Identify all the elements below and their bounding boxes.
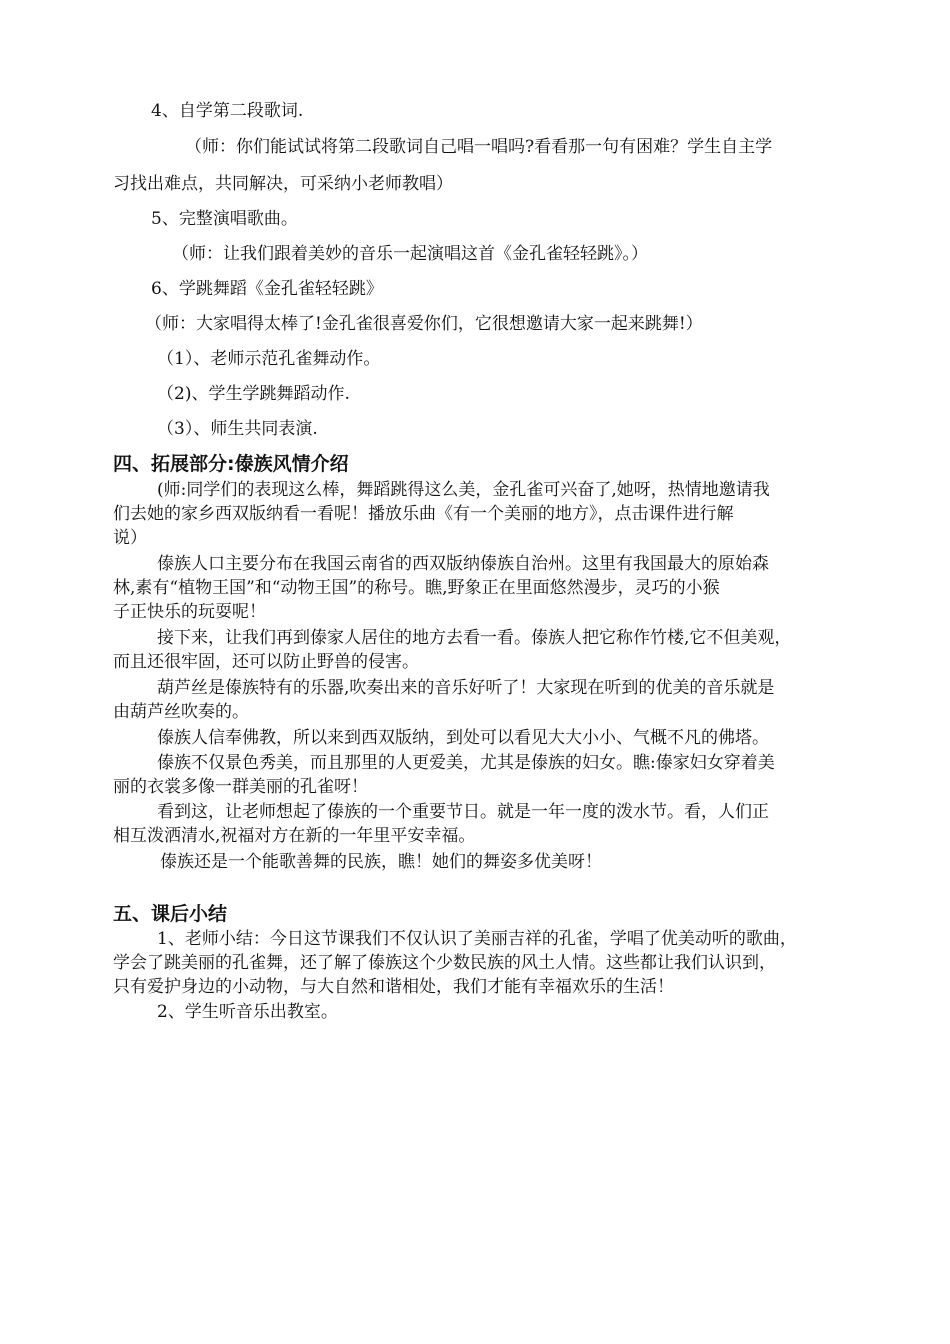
item-4-note-line-2: 习找出难点，共同解决，可采纳小老师教唱） — [113, 174, 453, 194]
s4-p2-line-2: 林,素有“植物王国”和“动物王国”的称号。瞧,野象正在里面悠然漫步，灵巧的小猴 — [113, 578, 720, 598]
section-5-heading: 五、课后小结 — [113, 903, 228, 925]
s5-p1-line-3: 只有爱护身边的小动物，与大自然和谐相处，我们才能有幸福欢乐的生活！ — [113, 977, 674, 997]
s4-p6-line-2: 丽的衣裳多像一群美丽的孔雀呀！ — [113, 777, 368, 797]
s4-p2-line-1: 傣族人口主要分布在我国云南省的西双版纳傣族自治州。这里有我国最大的原始森 — [157, 554, 769, 574]
sub-item-1: （1）、老师示范孔雀舞动作。 — [157, 349, 381, 369]
item-4-note-line-1: （师：你们能试试将第二段歌词自己唱一唱吗?看看那一句有困难？学生自主学 — [185, 137, 773, 157]
s4-p1-line-3: 说） — [113, 528, 147, 548]
s5-p1-line-1: 1、老师小结：今日这节课我们不仅认识了美丽吉祥的孔雀，学唱了优美动听的歌曲， — [157, 929, 797, 949]
s4-p3-line-2: 而且还很牢固，还可以防止野兽的侵害。 — [113, 652, 419, 672]
s4-p4-line-1: 葫芦丝是傣族特有的乐器,吹奏出来的音乐好听了！大家现在听到的优美的音乐就是 — [157, 678, 775, 698]
section-4-heading: 四、拓展部分:傣族风情介绍 — [113, 453, 349, 475]
s4-p7-line-1: 看到这，让老师想起了傣族的一个重要节日。就是一年一度的泼水节。看，人们正 — [157, 802, 769, 822]
item-6-note: （师：大家唱得太棒了!金孔雀很喜爱你们，它很想邀请大家一起来跳舞!） — [145, 314, 703, 334]
item-5-note: （师：让我们跟着美妙的音乐一起演唱这首《金孔雀轻轻跳》。） — [172, 244, 648, 264]
item-5-title: 5、完整演唱歌曲。 — [151, 209, 298, 229]
item-6-title: 6、学跳舞蹈《金孔雀轻轻跳》 — [151, 279, 383, 299]
s4-p6-line-1: 傣族不仅景色秀美，而且那里的人更爱美，尤其是傣族的妇女。瞧:傣家妇女穿着美 — [157, 753, 775, 773]
s4-p4-line-2: 由葫芦丝吹奏的。 — [113, 702, 249, 722]
s4-p2-line-3: 子正快乐的玩耍呢！ — [113, 602, 266, 622]
s4-p3-line-1: 接下来，让我们再到傣家人居住的地方去看一看。傣族人把它称作竹楼,它不但美观， — [157, 628, 792, 648]
s4-p1-line-2: 们去她的家乡西双版纳看一看呢！播放乐曲《有一个美丽的地方》，点击课件进行解 — [113, 504, 734, 524]
sub-item-3: （3）、师生共同表演. — [157, 419, 318, 439]
s5-p2-line-1: 2、学生听音乐出教室。 — [157, 1002, 338, 1022]
s4-p5-line-1: 傣族人信奉佛教，所以来到西双版纳，到处可以看见大大小小、气概不凡的佛塔。 — [157, 728, 769, 748]
sub-item-2: （2)、学生学跳舞蹈动作. — [157, 384, 350, 404]
s4-p1-line-1: (师:同学们的表现这么棒，舞蹈跳得这么美，金孔雀可兴奋了,她呀，热情地邀请我 — [157, 480, 770, 500]
s5-p1-line-2: 学会了跳美丽的孔雀舞，还了解了傣族这个少数民族的风土人情。这些都让我们认识到， — [113, 953, 776, 973]
item-4-title: 4、自学第二段歌词. — [151, 101, 304, 121]
s4-p7-line-2: 相互泼洒清水,祝福对方在新的一年里平安幸福。 — [113, 826, 476, 846]
s4-p8-line-1: 傣族还是一个能歌善舞的民族，瞧！她们的舞姿多优美呀！ — [160, 852, 602, 872]
